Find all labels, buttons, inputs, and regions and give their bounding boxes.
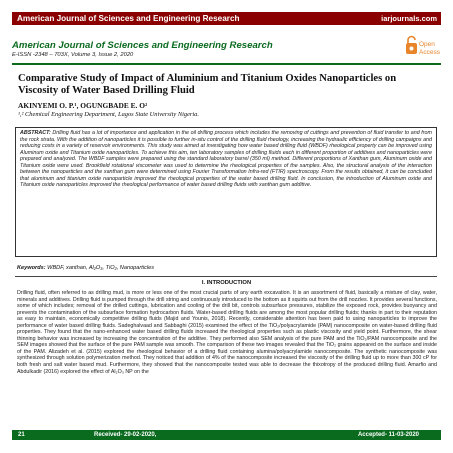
abstract-label: ABSTRACT: xyxy=(20,130,51,136)
keywords-text: WBDF, xanthan, Al₂O₃, TiO₂, Nanoparticles xyxy=(45,265,155,271)
open-access-word-1: Open xyxy=(419,41,435,48)
page-number: 21 xyxy=(18,432,25,438)
article-title: Comparative Study of Impact of Aluminium and Titanium Oxides Nanoparticles on Viscosity of Water Based Drilling Fluid xyxy=(18,73,397,96)
banner-title: American Journal of Sciences and Engineering Research xyxy=(17,14,240,23)
journal-name: American Journal of Sciences and Engineering Research xyxy=(12,40,273,51)
journal-meta: E-ISSN -2348 – 703X, Volume 3, Issue 2, 2020 xyxy=(12,52,134,58)
accepted-date: Accepted- 11-03-2020 xyxy=(357,432,419,438)
body-paragraph: Drilling fluid, often referred to as drilling mud, is more or less one of the most crucial parts of any earth excavation. It is an assortment of fluid, basically a mixture of clay, water, minerals and additives. Drilling fluid is pumped through the drill string and continuously introduced to the bottom as it squirts out from the drill nozzles. It provides several functions, some of which includes; removal of the drilled cuttings, lubrication and cooling of the drill bit, controls subsurface pressures, stabilize the exposed rock, provides buoyancy and prevents the contamination of the subsurface formation hydrocarbon fluids. Water-based drilling fluids are among the most popular drilling fluids; thanks in part to their reputation as easy to maintain, economically competitive drilling fluids (Majid and Younis, 2018). Recently, considerable attention has been paid to using nanoparticles to improve the performance of water based drilling fluids. Sadeghalvaad and Sabbaghi (2015) examined the effect of the TiO₂/polyacrylamide (PAM) nanocomposite on water-based drilling fluid properties. They found that the nano-enhanced water based drilling fluids increased the rheological properties such as plastic viscosity and yield point. Furthermore, the shear thinning behavior was increased by increasing the concentration of the additive. They performed also SEM analysis of the pure PAM and the TiO₂/PAM nanocomposite and the SEM images showed that the surface of the pure PAM sample was smooth. The comparison of these two images revealed that the TiO₂ grains appeared on the surface and inside of the PAM. Alizadeh et al. (2015) explored the rheological behavior of a drilling fluid containing alumina/polyacrylamide nanocomposite. The synthetic nanocomposite was synthesized through solution polymerization method. They noticed that addition of 4% of the nanocomposite increased the viscosity of the drilling fluid up to more than 300 cP for both fresh and salt water based mud. Furthermore, they showed that the nanocomposite tested was able to decrease the thixotropy of the produced drilling fluid. Amarfio and Abdulkadir (2016) explored the effect of Al₂O₃ NP on the xyxy=(17,290,437,375)
keywords xyxy=(17,265,154,271)
journal-site-link[interactable]: iarjournals.com xyxy=(381,14,437,23)
received-date: Received- 29-02-2020, xyxy=(94,432,157,438)
abstract-box xyxy=(15,127,437,257)
section-heading: I. INTRODUCTION xyxy=(201,280,252,286)
abstract-text: Drilling fluid has a lot of importance and application in the oil drilling process which includes the removing of cuttings and prevention of fluid transfer to and from the rock strata. With the addition of nanoparticles it is possible to further in-situ control of the drilling fluid rheology, increasing the hydraulic efficiency of drilling campaigns and reducing costs in a variety of reservoir environments. This study was aimed at investigating how water based drilling fluid (WBDF) rheological property can be improved using Aluminum oxide and Titanium oxide nanoparticles. To achieve this aim, ten laboratory samples of drilling fluids each in different proportion of additives and nanoparticles were prepared and analyzed. The WBDF samples were prepared using the standard laboratory barrel (350 ml) method. Different proportions of Xanthan gum, Aluminum oxide and Titanium oxide were used. Brookfield rotational viscometer was used to determine the rheological properties of the samples. Also, the structural analysis of the interaction between the nanoparticles and the xanthan gum were determined using Fourier Transformation Infra-red (FTIR) spectroscopy. From the results obtained, it can be concluded that aluminum and titanium oxide nanoparticle improved the rheological properties of the water based drilling fluid. In conclusion, the introduction of Aluminum oxide and Titanium oxide nanoparticles improved the rheological performance of water based drilling fluids with xanthan gum additive. xyxy=(20,130,432,189)
page-footer xyxy=(12,430,441,440)
section-divider xyxy=(15,276,437,277)
journal-banner xyxy=(12,12,441,25)
open-access-word-2: Access xyxy=(419,49,440,56)
keywords-label: Keywords: xyxy=(17,265,46,271)
journal-info xyxy=(12,40,392,58)
article-affiliation: ¹,² Chemical Engineering Department, Lagos State University Nigeria. xyxy=(18,111,199,118)
header-divider xyxy=(12,63,441,65)
article-authors: AKINYEMI O. P.¹, OGUNGBADE E. O² xyxy=(18,101,148,110)
open-access-lock-icon xyxy=(402,34,442,62)
